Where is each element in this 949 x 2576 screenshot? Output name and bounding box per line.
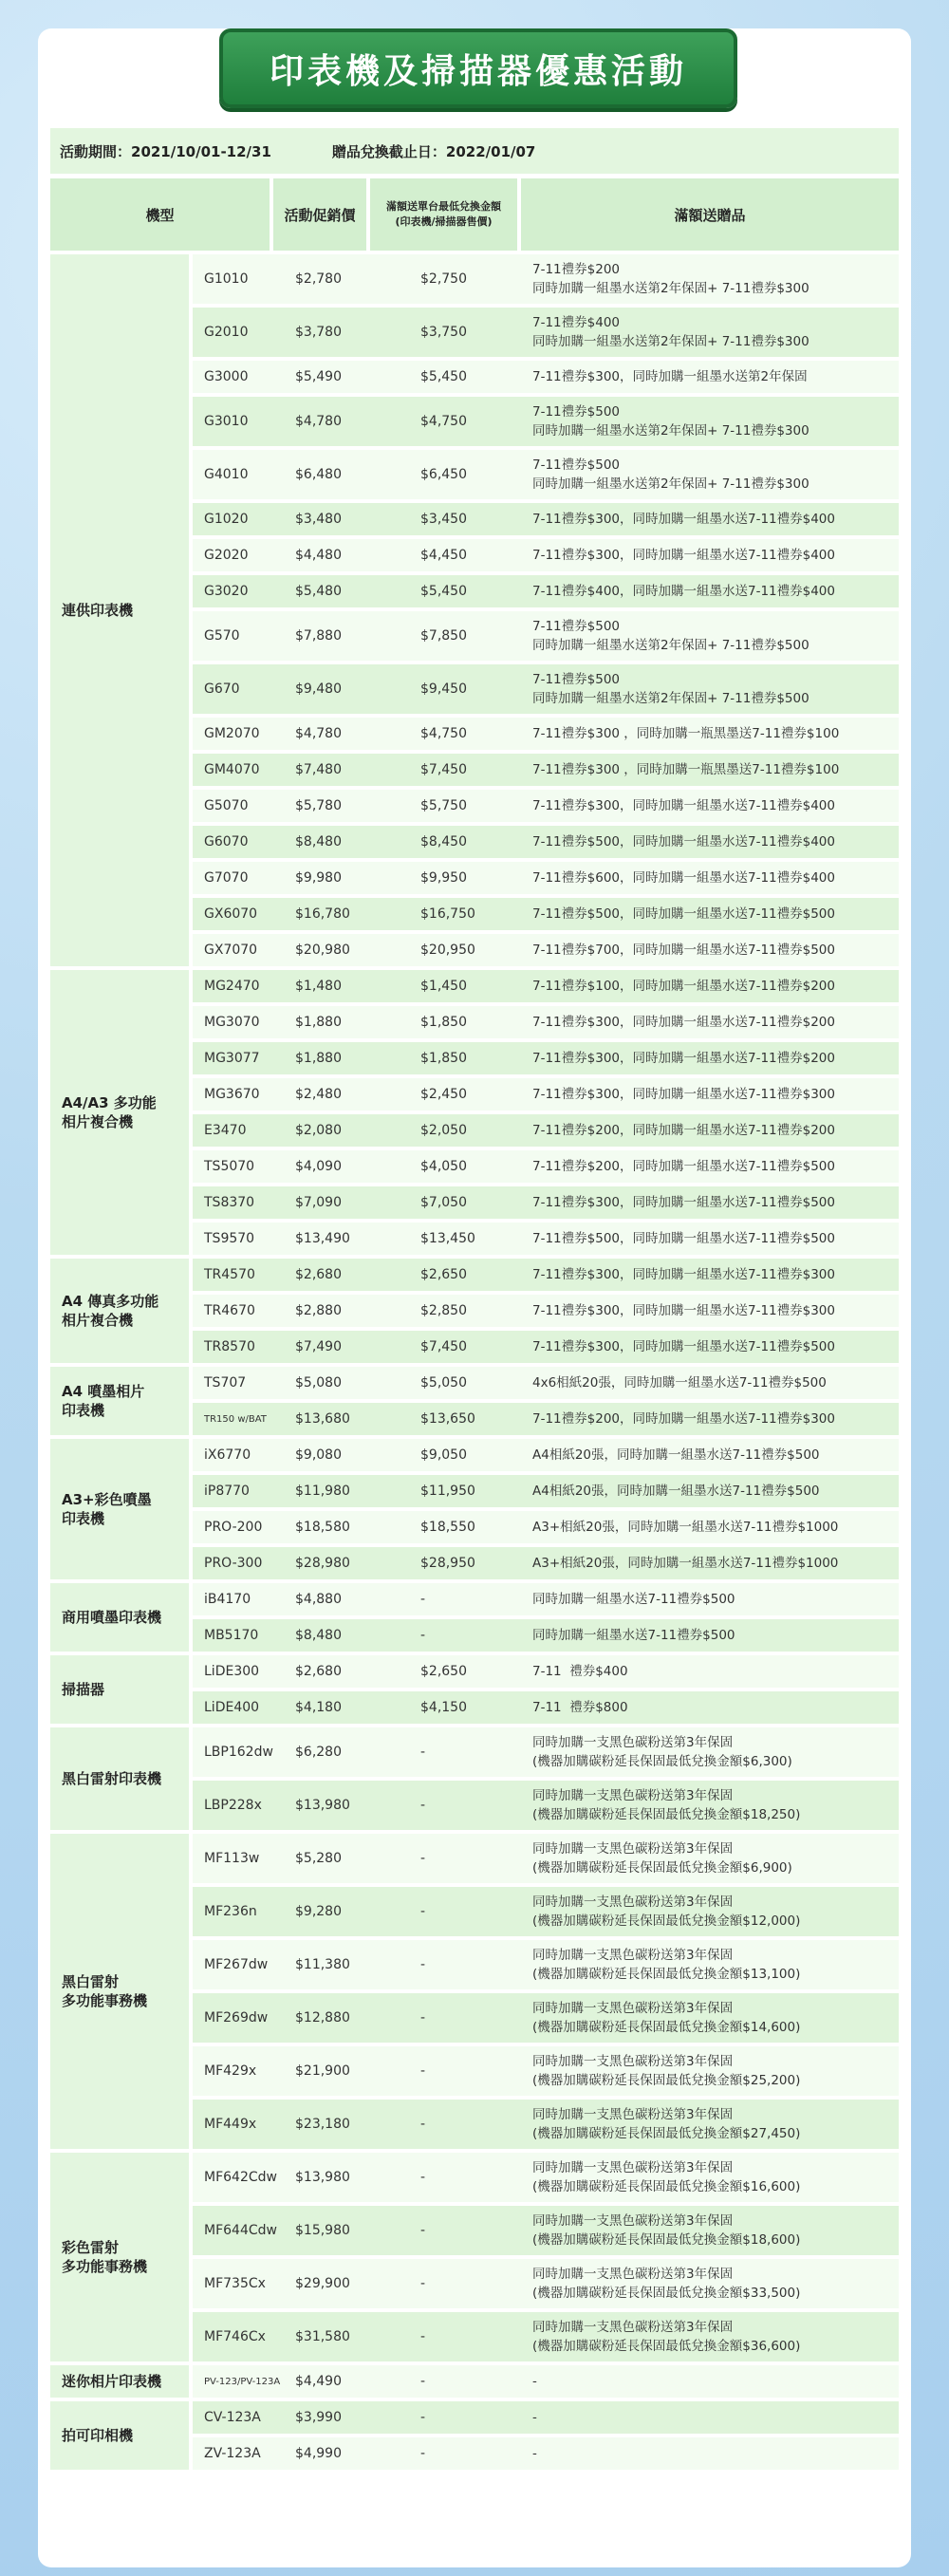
price-cell: $5,780 (295, 798, 342, 813)
gift-cell: 4x6相紙20張，同時加購一組墨水送7-11禮券$500 (532, 1375, 827, 1391)
price-cell: $8,480 (295, 1628, 342, 1643)
price-cell: $23,180 (295, 2117, 350, 2132)
group-label: 彩色雷射 多功能事務機 (50, 2153, 189, 2361)
price-cell: $2,680 (295, 1267, 342, 1282)
price-cell: $9,980 (295, 870, 342, 886)
table-row (193, 2312, 899, 2361)
min-price-cell: $7,850 (420, 628, 467, 644)
table-row (193, 1547, 899, 1579)
table-row (193, 1511, 899, 1543)
price-cell: $4,480 (295, 548, 342, 563)
price-cell: $6,280 (295, 1745, 342, 1760)
min-price-cell: $5,050 (420, 1375, 467, 1391)
gift-cell: 7-11禮券$300 ，同時加購一瓶黑墨送7-11禮券$100 (532, 762, 840, 777)
period-bar (50, 128, 899, 174)
model-cell: G1010 (204, 271, 249, 287)
min-price-cell: - (420, 2329, 426, 2344)
min-price-cell: $6,450 (420, 467, 467, 482)
table-row (193, 1114, 899, 1147)
model-cell: MF735Cx (204, 2276, 266, 2291)
min-price-cell: $8,450 (420, 834, 467, 849)
table-row (193, 2365, 899, 2398)
model-cell: G3020 (204, 584, 249, 599)
table-row (193, 1150, 899, 1183)
min-price-cell: $5,450 (420, 584, 467, 599)
table-row (193, 1331, 899, 1363)
price-cell: $18,580 (295, 1520, 350, 1535)
min-price-cell: $4,450 (420, 548, 467, 563)
gift-cell: 7-11禮券$700，同時加購一組墨水送7-11禮券$500 (532, 943, 835, 958)
price-cell: $3,990 (295, 2410, 342, 2425)
model-cell: MF113w (204, 1851, 260, 1866)
min-price-cell: $5,750 (420, 798, 467, 813)
min-price-cell: - (420, 2010, 426, 2025)
gift-cell: 7-11禮券$500 同時加購一組墨水送第2年保固+ 7-11禮券$300 (532, 404, 809, 439)
model-cell: LiDE400 (204, 1700, 260, 1715)
price-cell: $1,480 (295, 979, 342, 994)
price-cell: $13,490 (295, 1231, 350, 1246)
model-cell: G1020 (204, 512, 249, 527)
table-row (193, 1259, 899, 1291)
model-cell: TS9570 (204, 1231, 255, 1246)
gift-cell: 7-11禮券$300，同時加購一組墨水送7-11禮券$300 (532, 1087, 835, 1102)
gift-cell: 7-11禮券$300 ，同時加購一瓶黑墨送7-11禮券$100 (532, 726, 840, 741)
table-row (193, 1223, 899, 1255)
price-cell: $2,080 (295, 1123, 342, 1138)
table-row (193, 575, 899, 607)
table-row (193, 503, 899, 535)
group-label: 黑白雷射 多功能事務機 (50, 1834, 189, 2149)
redeem-deadline: 贈品兌換截止日：2022/01/07 (331, 142, 536, 160)
activity-period: 活動期間：2021/10/01-12/31 (60, 142, 271, 160)
model-cell: G5070 (204, 798, 249, 813)
model-cell: G7070 (204, 870, 249, 886)
table-row (193, 611, 899, 661)
table-row (193, 2437, 899, 2470)
model-cell: G3010 (204, 414, 249, 429)
model-cell: MB5170 (204, 1628, 259, 1643)
table-row (193, 539, 899, 571)
model-cell: MF236n (204, 1904, 257, 1919)
min-price-cell: - (420, 2223, 426, 2238)
price-cell: $4,090 (295, 1159, 342, 1174)
min-price-cell: $4,750 (420, 414, 467, 429)
price-cell: $28,980 (295, 1556, 350, 1571)
price-cell: $20,980 (295, 943, 350, 958)
price-cell: $21,900 (295, 2063, 350, 2079)
group-label: 迷你相片印表機 (50, 2365, 189, 2398)
min-price-cell: $1,450 (420, 979, 467, 994)
gift-cell: 7-11禮券$300，同時加購一組墨水送7-11禮券$200 (532, 1015, 835, 1030)
price-cell: $9,480 (295, 681, 342, 697)
min-price-cell: $2,650 (420, 1664, 467, 1679)
price-cell: $12,880 (295, 2010, 350, 2025)
min-price-cell: - (420, 1851, 426, 1866)
price-cell: $13,680 (295, 1411, 350, 1427)
group-label: A4 噴墨相片 印表機 (50, 1367, 189, 1435)
min-price-cell: - (420, 1798, 426, 1813)
min-price-cell: $1,850 (420, 1015, 467, 1030)
table-row (193, 397, 899, 446)
table-row (193, 450, 899, 499)
model-cell: iX6770 (204, 1447, 251, 1463)
table-row (193, 2153, 899, 2202)
gift-cell: - (532, 2374, 537, 2389)
gift-cell: 同時加購一支黑色碳粉送第3年保固 (機器加購碳粉延長保固最低兌換金額$6,900) (532, 1841, 792, 1876)
min-price-cell: - (420, 1904, 426, 1919)
model-cell: G4010 (204, 467, 249, 482)
model-cell: G6070 (204, 834, 249, 849)
model-cell: LBP162dw (204, 1745, 273, 1760)
price-cell: $4,990 (295, 2446, 342, 2461)
model-cell: MF746Cx (204, 2329, 266, 2344)
table-row (193, 2046, 899, 2096)
table-row (193, 1727, 899, 1777)
gift-cell: A4相紙20張，同時加購一組墨水送7-11禮券$500 (532, 1484, 820, 1499)
min-price-cell: $2,650 (420, 1267, 467, 1282)
header-gift: 滿額送贈品 (521, 178, 899, 251)
group-label: 拍可印相機 (50, 2401, 189, 2470)
price-cell: $31,580 (295, 2329, 350, 2344)
gift-cell: 同時加購一支黑色碳粉送第3年保固 (機器加購碳粉延長保固最低兌換金額$36,600) (532, 2320, 801, 2354)
price-cell: $2,880 (295, 1303, 342, 1318)
table-row (193, 2100, 899, 2149)
min-price-cell: $5,450 (420, 369, 467, 384)
group-label: 連供印表機 (50, 254, 189, 966)
model-cell: G670 (204, 681, 240, 697)
gift-cell: 7-11禮券$300，同時加購一組墨水送7-11禮券$300 (532, 1267, 835, 1282)
price-cell: $5,490 (295, 369, 342, 384)
table-row (193, 2206, 899, 2255)
table-row (193, 1834, 899, 1883)
model-cell: MF269dw (204, 2010, 269, 2025)
table-row (193, 826, 899, 858)
model-cell: TR8570 (204, 1339, 255, 1354)
model-cell: TR4570 (204, 1267, 255, 1282)
gift-cell: 同時加購一組墨水送7-11禮券$500 (532, 1592, 735, 1607)
min-price-cell: $3,750 (420, 325, 467, 340)
price-cell: $2,780 (295, 271, 342, 287)
table-row (193, 1887, 899, 1936)
gift-cell: 7-11禮券$300，同時加購一組墨水送7-11禮券$300 (532, 1303, 835, 1318)
price-cell: $9,280 (295, 1904, 342, 1919)
model-cell: CV-123A (204, 2410, 261, 2425)
gift-cell: 同時加購一支黑色碳粉送第3年保固 (機器加購碳粉延長保固最低兌換金額$27,450) (532, 2107, 801, 2141)
model-cell: GM2070 (204, 726, 260, 741)
model-cell: MF429x (204, 2063, 257, 2079)
price-cell: $4,780 (295, 726, 342, 741)
min-price-cell: $2,750 (420, 271, 467, 287)
min-price-cell: $2,050 (420, 1123, 467, 1138)
table-row (193, 1619, 899, 1652)
min-price-cell: $1,850 (420, 1051, 467, 1066)
table-row (193, 1691, 899, 1724)
group-label: 黑白雷射印表機 (50, 1727, 189, 1830)
min-price-cell: - (420, 1592, 426, 1607)
model-cell: MG3070 (204, 1015, 260, 1030)
min-price-cell: - (420, 2446, 426, 2461)
table-row (193, 2259, 899, 2308)
table-row (193, 1655, 899, 1688)
min-price-cell: $11,950 (420, 1484, 475, 1499)
model-cell: TS5070 (204, 1159, 255, 1174)
model-cell: MG3077 (204, 1051, 260, 1066)
table-row (193, 754, 899, 786)
gift-cell: 7-11 禮券$400 (532, 1664, 628, 1679)
min-price-cell: $9,950 (420, 870, 467, 886)
gift-cell: 同時加購一支黑色碳粉送第3年保固 (機器加購碳粉延長保固最低兌換金額$12,000) (532, 1895, 801, 1929)
table-row (193, 934, 899, 966)
min-price-cell: $18,550 (420, 1520, 475, 1535)
group-label: A3+彩色噴墨 印表機 (50, 1439, 189, 1579)
table-row (193, 1367, 899, 1399)
price-cell: $5,080 (295, 1375, 342, 1391)
gift-cell: 7-11禮券$300，同時加購一組墨水送第2年保固 (532, 369, 808, 384)
min-price-cell: $16,750 (420, 906, 475, 922)
gift-cell: 7-11禮券$200 同時加購一組墨水送第2年保固+ 7-11禮券$300 (532, 262, 809, 296)
min-price-cell: $28,950 (420, 1556, 475, 1571)
price-cell: $13,980 (295, 1798, 350, 1813)
min-price-cell: - (420, 2170, 426, 2185)
model-cell: TS8370 (204, 1195, 255, 1210)
min-price-cell: $7,450 (420, 762, 467, 777)
model-cell: LiDE300 (204, 1664, 260, 1679)
table-row (193, 361, 899, 393)
model-cell: GX7070 (204, 943, 258, 958)
table-row (193, 1583, 899, 1615)
price-cell: $7,480 (295, 762, 342, 777)
price-cell: $4,180 (295, 1700, 342, 1715)
min-price-cell: - (420, 2410, 426, 2425)
gift-cell: 7-11禮券$200，同時加購一組墨水送7-11禮券$300 (532, 1411, 835, 1427)
price-cell: $3,780 (295, 325, 342, 340)
gift-cell: 7-11禮券$500，同時加購一組墨水送7-11禮券$500 (532, 906, 835, 922)
price-cell: $4,880 (295, 1592, 342, 1607)
price-cell: $29,900 (295, 2276, 350, 2291)
table-row (193, 1993, 899, 2043)
gift-cell: 7-11 禮券$800 (532, 1700, 628, 1715)
model-cell: MG2470 (204, 979, 260, 994)
model-cell: G2020 (204, 548, 249, 563)
price-cell: $7,490 (295, 1339, 342, 1354)
table-row (193, 254, 899, 304)
price-cell: $11,980 (295, 1484, 350, 1499)
model-cell: G570 (204, 628, 240, 644)
gift-cell: 同時加購一支黑色碳粉送第3年保固 (機器加購碳粉延長保固最低兌換金額$13,100) (532, 1948, 801, 1982)
gift-cell: 7-11禮券$600，同時加購一組墨水送7-11禮券$400 (532, 870, 835, 886)
price-cell: $6,480 (295, 467, 342, 482)
min-price-cell: - (420, 1628, 426, 1643)
price-cell: $5,480 (295, 584, 342, 599)
min-price-cell: $13,450 (420, 1231, 475, 1246)
model-cell: E3470 (204, 1123, 247, 1138)
min-price-cell: - (420, 2063, 426, 2079)
gift-cell: 7-11禮券$500 同時加購一組墨水送第2年保固+ 7-11禮券$300 (532, 457, 809, 492)
min-price-cell: - (420, 2117, 426, 2132)
model-cell: G3000 (204, 369, 249, 384)
header-model: 機型 (50, 178, 270, 251)
price-cell: $2,680 (295, 1664, 342, 1679)
table-row (193, 1006, 899, 1038)
price-cell: $1,880 (295, 1051, 342, 1066)
model-cell: ZV-123A (204, 2446, 261, 2461)
gift-cell: A3+相紙20張，同時加購一組墨水送7-11禮券$1000 (532, 1556, 839, 1571)
min-price-cell: - (420, 1745, 426, 1760)
min-price-cell: $9,450 (420, 681, 467, 697)
model-cell: MF642Cdw (204, 2170, 277, 2185)
header-price: 活動促銷價 (273, 178, 366, 251)
gift-cell: 同時加購一支黑色碳粉送第3年保固 (機器加購碳粉延長保固最低兌換金額$25,200) (532, 2054, 801, 2088)
price-cell: $16,780 (295, 906, 350, 922)
gift-cell: 7-11禮券$300，同時加購一組墨水送7-11禮券$200 (532, 1051, 835, 1066)
min-price-cell: - (420, 2276, 426, 2291)
model-cell: GX6070 (204, 906, 258, 922)
gift-cell: 7-11禮券$100，同時加購一組墨水送7-11禮券$200 (532, 979, 835, 994)
min-price-cell: $13,650 (420, 1411, 475, 1427)
min-price-cell: - (420, 1957, 426, 1972)
price-cell: $3,480 (295, 512, 342, 527)
header-min-price-line1: 滿額送單台最低兌換金額 (386, 200, 501, 213)
min-price-cell: $9,050 (420, 1447, 467, 1463)
model-cell: TR150 w/BAT (204, 1413, 267, 1425)
gift-cell: 7-11禮券$400，同時加購一組墨水送7-11禮券$400 (532, 584, 835, 599)
min-price-cell: $3,450 (420, 512, 467, 527)
min-price-cell: $7,050 (420, 1195, 467, 1210)
table-row (193, 1186, 899, 1219)
page-title: 印表機及掃描器優惠活動 (219, 28, 737, 108)
price-cell: $9,080 (295, 1447, 342, 1463)
header-min-price-line2: (印表機/掃描器售價) (395, 215, 493, 228)
price-cell: $8,480 (295, 834, 342, 849)
gift-cell: 同時加購一支黑色碳粉送第3年保固 (機器加購碳粉延長保固最低兌換金額$18,600) (532, 2213, 801, 2248)
model-cell: MF267dw (204, 1957, 269, 1972)
model-cell: GM4070 (204, 762, 260, 777)
min-price-cell: - (420, 2374, 426, 2389)
model-cell: MF644Cdw (204, 2223, 277, 2238)
gift-cell: 同時加購一組墨水送7-11禮券$500 (532, 1628, 735, 1643)
model-cell: TS707 (204, 1375, 247, 1391)
table-row (193, 1403, 899, 1435)
table-row (193, 898, 899, 930)
price-cell: $5,280 (295, 1851, 342, 1866)
table-row (193, 2401, 899, 2434)
header-min-price (370, 178, 517, 251)
table-row (193, 1439, 899, 1471)
price-cell: $4,490 (295, 2374, 342, 2389)
table-row (193, 1042, 899, 1074)
table-row (193, 790, 899, 822)
price-cell: $7,880 (295, 628, 342, 644)
model-cell: MG3670 (204, 1087, 260, 1102)
model-cell: MF449x (204, 2117, 257, 2132)
model-cell: PRO-200 (204, 1520, 263, 1535)
gift-cell: A4相紙20張，同時加購一組墨水送7-11禮券$500 (532, 1447, 820, 1463)
min-price-cell: $4,750 (420, 726, 467, 741)
min-price-cell: $20,950 (420, 943, 475, 958)
model-cell: iP8770 (204, 1484, 250, 1499)
gift-cell: 7-11禮券$300，同時加購一組墨水送7-11禮券$500 (532, 1339, 835, 1354)
group-label: 商用噴墨印表機 (50, 1583, 189, 1652)
model-cell: PRO-300 (204, 1556, 263, 1571)
gift-cell: 7-11禮券$500 同時加購一組墨水送第2年保固+ 7-11禮券$500 (532, 672, 809, 706)
table-row (193, 718, 899, 750)
model-cell: iB4170 (204, 1592, 251, 1607)
gift-cell: 同時加購一支黑色碳粉送第3年保固 (機器加購碳粉延長保固最低兌換金額$33,500) (532, 2267, 801, 2301)
price-cell: $4,780 (295, 414, 342, 429)
gift-cell: 同時加購一支黑色碳粉送第3年保固 (機器加購碳粉延長保固最低兌換金額$6,300) (532, 1735, 792, 1769)
price-cell: $2,480 (295, 1087, 342, 1102)
gift-cell: 同時加購一支黑色碳粉送第3年保固 (機器加購碳粉延長保固最低兌換金額$18,250) (532, 1788, 801, 1822)
min-price-cell: $2,450 (420, 1087, 467, 1102)
table-row (193, 862, 899, 894)
gift-cell: 同時加購一支黑色碳粉送第3年保固 (機器加購碳粉延長保固最低兌換金額$14,600) (532, 2001, 801, 2035)
gift-cell: 7-11禮券$300，同時加購一組墨水送7-11禮券$500 (532, 1195, 835, 1210)
table-row (193, 970, 899, 1002)
gift-cell: 7-11禮券$200，同時加購一組墨水送7-11禮券$500 (532, 1159, 835, 1174)
gift-cell: 7-11禮券$300，同時加購一組墨水送7-11禮券$400 (532, 798, 835, 813)
price-cell: $1,880 (295, 1015, 342, 1030)
min-price-cell: $7,450 (420, 1339, 467, 1354)
gift-cell: A3+相紙20張，同時加購一組墨水送7-11禮券$1000 (532, 1520, 839, 1535)
price-cell: $7,090 (295, 1195, 342, 1210)
model-cell: G2010 (204, 325, 249, 340)
group-label: 掃描器 (50, 1655, 189, 1724)
gift-cell: 7-11禮券$500，同時加購一組墨水送7-11禮券$400 (532, 834, 835, 849)
group-label: A4/A3 多功能 相片複合機 (50, 970, 189, 1255)
table-row (193, 1078, 899, 1111)
table-row (193, 1940, 899, 1989)
gift-cell: 7-11禮券$500 同時加購一組墨水送第2年保固+ 7-11禮券$500 (532, 619, 809, 653)
group-label: A4 傳真多功能 相片複合機 (50, 1259, 189, 1363)
gift-cell: 7-11禮券$300，同時加購一組墨水送7-11禮券$400 (532, 548, 835, 563)
price-cell: $11,380 (295, 1957, 350, 1972)
price-cell: $15,980 (295, 2223, 350, 2238)
gift-cell: 同時加購一支黑色碳粉送第3年保固 (機器加購碳粉延長保固最低兌換金額$16,600) (532, 2160, 801, 2194)
model-cell: TR4670 (204, 1303, 255, 1318)
min-price-cell: $4,150 (420, 1700, 467, 1715)
table-row (193, 664, 899, 714)
min-price-cell: $2,850 (420, 1303, 467, 1318)
price-cell: $13,980 (295, 2170, 350, 2185)
gift-cell: 7-11禮券$300，同時加購一組墨水送7-11禮券$400 (532, 512, 835, 527)
gift-cell: 7-11禮券$400 同時加購一組墨水送第2年保固+ 7-11禮券$300 (532, 315, 809, 349)
gift-cell: 7-11禮券$500，同時加購一組墨水送7-11禮券$500 (532, 1231, 835, 1246)
gift-cell: - (532, 2446, 537, 2461)
model-cell: LBP228x (204, 1798, 262, 1813)
gift-cell: - (532, 2410, 537, 2425)
model-cell: PV-123/PV-123A (204, 2376, 281, 2387)
min-price-cell: $4,050 (420, 1159, 467, 1174)
table-row (193, 1475, 899, 1507)
table-row (193, 1781, 899, 1830)
gift-cell: 7-11禮券$200，同時加購一組墨水送7-11禮券$200 (532, 1123, 835, 1138)
table-row (193, 1295, 899, 1327)
table-row (193, 308, 899, 357)
